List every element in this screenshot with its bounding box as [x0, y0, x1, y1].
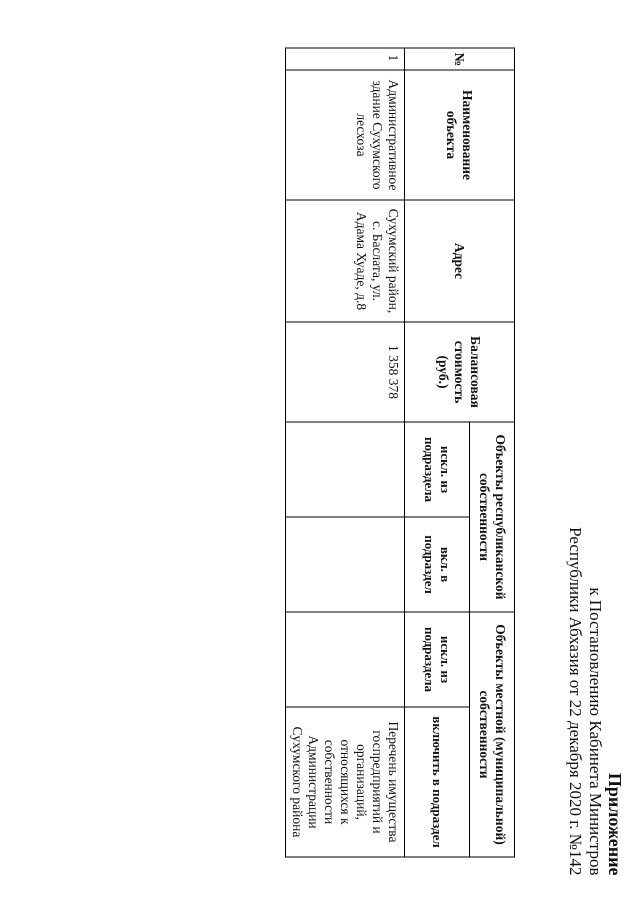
appendix-line-1: к Постановлению Кабинета Министров [586, 586, 605, 875]
header-loc-include: включить в подраздел [405, 707, 470, 857]
cell-loc-include: Перечень имущества госпредприятий и организаций, относящихся к собственности Администрации Сухумского района [286, 707, 405, 857]
property-table [285, 47, 515, 857]
cell-rep-include [286, 517, 405, 612]
cell-loc-exclude [286, 612, 405, 707]
header-loc-exclude: искл. из подраздела [405, 612, 470, 707]
table-header-row [470, 48, 515, 857]
header-rep-exclude: искл. из подраздела [405, 422, 470, 517]
header-republic-group: Объекты республиканской собственности [470, 422, 515, 612]
cell-balance: 1 358 378 [286, 322, 405, 422]
cell-num: 1 [286, 48, 405, 70]
header-num: № [405, 48, 515, 70]
header-rep-include: вкл. в подраздел [405, 517, 470, 612]
appendix-line-2: Республики Абхазия от 22 декабря 2020 г. №142 [566, 526, 585, 875]
cell-name: Административное здание Сухумского лесхоза [286, 70, 405, 200]
header-name: Наименование объекта [405, 70, 515, 200]
table-row [286, 48, 405, 857]
header-balance: Балансовая стоимость (руб.) [405, 322, 515, 422]
header-local-group: Объекты местной (муниципальной) собственности [470, 612, 515, 857]
header-address: Адрес [405, 200, 515, 322]
appendix-header [565, 527, 625, 875]
cell-rep-exclude [286, 422, 405, 517]
cell-address: Сухумский район, с. Баслата, ул. Адама Хуаде, д.8 [286, 200, 405, 322]
appendix-title: Приложение [605, 772, 625, 875]
